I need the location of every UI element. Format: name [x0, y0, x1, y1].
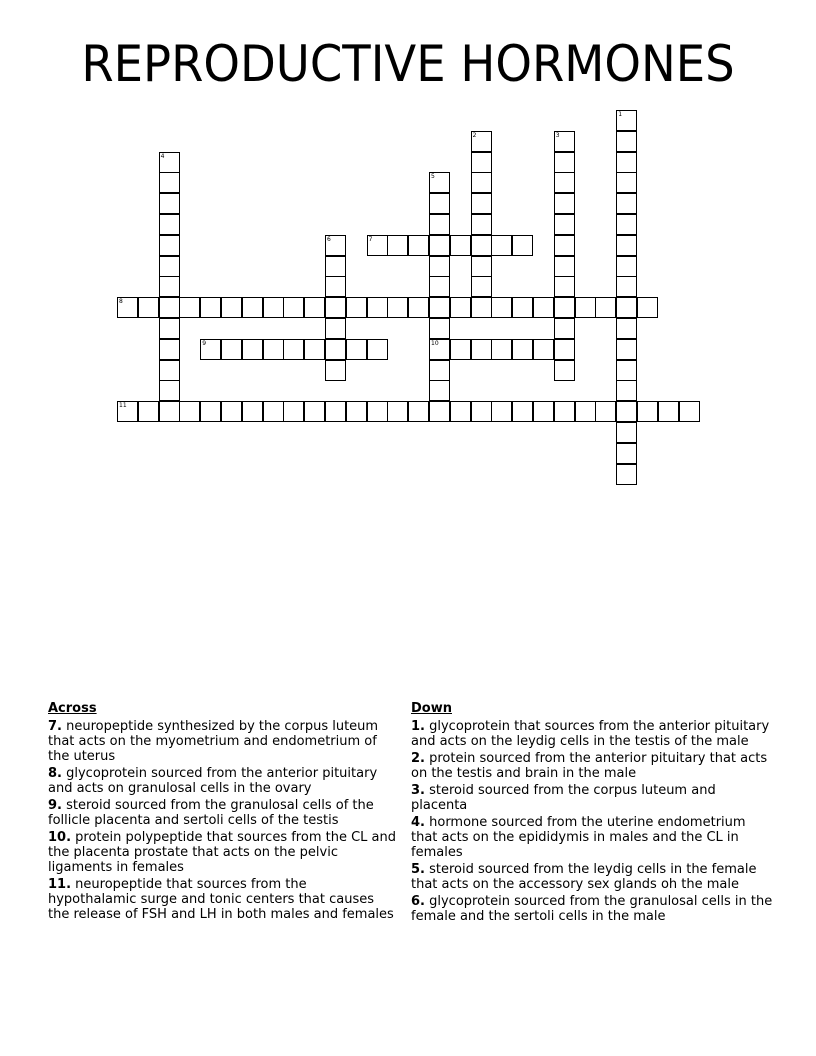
crossword-cell[interactable] — [367, 297, 388, 318]
crossword-cell[interactable] — [429, 297, 450, 318]
crossword-cell[interactable] — [429, 276, 450, 297]
crossword-cell[interactable] — [387, 297, 408, 318]
crossword-cell[interactable] — [616, 443, 637, 464]
crossword-cell[interactable] — [554, 152, 575, 173]
cell-number: 6 — [327, 235, 331, 243]
crossword-cell[interactable] — [117, 297, 138, 318]
crossword-cell[interactable] — [159, 276, 180, 297]
clue-text: steroid sourced from the leydig cells in the female that acts on the accessory sex glands oh the male — [411, 862, 757, 892]
crossword-cell[interactable] — [471, 401, 492, 422]
crossword-cell[interactable] — [491, 339, 512, 360]
across-clue-9 — [48, 798, 398, 828]
crossword-cell[interactable] — [554, 131, 575, 152]
crossword-cell[interactable] — [471, 172, 492, 193]
down-heading: Down — [411, 701, 452, 716]
crossword-cell[interactable] — [471, 193, 492, 214]
crossword-cell[interactable] — [408, 401, 429, 422]
crossword-cell[interactable] — [450, 235, 471, 256]
crossword-cell[interactable] — [346, 297, 367, 318]
crossword-cell[interactable] — [387, 235, 408, 256]
crossword-cell[interactable] — [554, 214, 575, 235]
crossword-cell[interactable] — [595, 297, 616, 318]
clue-number: 7. — [48, 719, 62, 734]
crossword-cell[interactable] — [595, 401, 616, 422]
crossword-cell[interactable] — [491, 235, 512, 256]
crossword-cell[interactable] — [242, 401, 263, 422]
across-clue-8 — [48, 766, 398, 796]
crossword-cell[interactable] — [554, 193, 575, 214]
down-clue-2 — [411, 751, 773, 781]
clue-number: 1. — [411, 719, 425, 734]
clue-text: protein sourced from the anterior pituitary that acts on the testis and brain in the male — [411, 751, 768, 781]
crossword-cell[interactable] — [159, 401, 180, 422]
across-clue-11 — [48, 877, 398, 922]
page-title: REPRODUCTIVE HORMONES — [81, 35, 735, 93]
clue-text: steroid sourced from the granulosal cells of the follicle placenta and sertoli cells of the testis — [48, 798, 374, 828]
clue-number: 11. — [48, 877, 72, 892]
crossword-cell[interactable] — [179, 297, 200, 318]
crossword-cell[interactable] — [679, 401, 700, 422]
crossword-cell[interactable] — [512, 339, 533, 360]
crossword-cell[interactable] — [471, 131, 492, 152]
across-clue-7 — [48, 719, 398, 764]
crossword-cell[interactable] — [637, 401, 658, 422]
clue-text: glycoprotein sourced from the granulosal cells in the female and the sertoli cells in the male — [411, 894, 773, 924]
cell-number: 5 — [431, 173, 435, 181]
crossword-cell[interactable] — [450, 297, 471, 318]
crossword-cell[interactable] — [325, 401, 346, 422]
crossword-cell[interactable] — [325, 256, 346, 277]
cell-number: 2 — [472, 131, 477, 139]
crossword-cell[interactable] — [554, 172, 575, 193]
crossword-cell[interactable] — [283, 339, 304, 360]
clue-text: neuropeptide that sources from the hypothalamic surge and tonic centers that causes the release of FSH and LH in both males and females — [48, 877, 394, 922]
clue-text: hormone sourced from the uterine endometrium that acts on the epididymis in males and the CL in females — [411, 815, 746, 860]
crossword-cell[interactable] — [159, 152, 180, 173]
crossword-cell[interactable] — [304, 339, 325, 360]
clue-number: 10. — [48, 830, 72, 845]
crossword-cell[interactable] — [616, 464, 637, 485]
crossword-cell[interactable] — [616, 276, 637, 297]
clue-text: neuropeptide synthesized by the corpus luteum that acts on the myometrium and endometrium of the uterus — [48, 719, 379, 764]
cell-number: 3 — [555, 131, 560, 139]
crossword-cell[interactable] — [283, 401, 304, 422]
crossword-cell[interactable] — [304, 297, 325, 318]
crossword-cell[interactable] — [408, 235, 429, 256]
crossword-cell[interactable] — [471, 214, 492, 235]
crossword-cell[interactable] — [159, 193, 180, 214]
crossword-cell[interactable] — [387, 401, 408, 422]
crossword-cell[interactable] — [408, 297, 429, 318]
crossword-cell[interactable] — [221, 339, 242, 360]
crossword-cell[interactable] — [616, 110, 637, 131]
crossword-cell[interactable] — [159, 339, 180, 360]
crossword-cell[interactable] — [159, 297, 180, 318]
crossword-cell[interactable] — [325, 339, 346, 360]
crossword-cell[interactable] — [616, 401, 637, 422]
crossword-cell[interactable] — [471, 276, 492, 297]
crossword-cell[interactable] — [242, 339, 263, 360]
crossword-cell[interactable] — [429, 256, 450, 277]
crossword-cell[interactable] — [429, 360, 450, 381]
crossword-cell[interactable] — [263, 339, 284, 360]
crossword-cell[interactable] — [554, 318, 575, 339]
crossword-cell[interactable] — [367, 235, 388, 256]
clue-number: 4. — [411, 815, 425, 830]
crossword-cell[interactable] — [554, 256, 575, 277]
crossword-cell[interactable] — [616, 360, 637, 381]
crossword-cell[interactable] — [554, 297, 575, 318]
cell-number: 4 — [160, 152, 165, 160]
crossword-cell[interactable] — [159, 360, 180, 381]
crossword-cell[interactable] — [450, 401, 471, 422]
crossword-cell[interactable] — [616, 193, 637, 214]
clue-text: protein polypeptide that sources from the CL and the placenta prostate that acts on the pelvic ligaments in females — [48, 830, 396, 875]
clue-number: 5. — [411, 862, 425, 877]
crossword-cell[interactable] — [512, 297, 533, 318]
down-clue-6 — [411, 894, 773, 924]
clue-text: glycoprotein sourced from the anterior pituitary and acts on granulosal cells in the ovary — [48, 766, 378, 796]
crossword-cell[interactable] — [637, 297, 658, 318]
crossword-cell[interactable] — [263, 401, 284, 422]
cell-number: 9 — [202, 339, 207, 347]
crossword-cell[interactable] — [533, 401, 554, 422]
clue-text: steroid sourced from the corpus luteum and placenta — [411, 783, 716, 813]
crossword-cell[interactable] — [616, 256, 637, 277]
crossword-cell[interactable] — [616, 297, 637, 318]
crossword-cell[interactable] — [616, 152, 637, 173]
crossword-cell[interactable] — [159, 380, 180, 401]
crossword-cell[interactable] — [658, 401, 679, 422]
crossword-cell[interactable] — [429, 339, 450, 360]
across-clue-10 — [48, 830, 398, 875]
crossword-cell[interactable] — [471, 256, 492, 277]
crossword-cell[interactable] — [159, 172, 180, 193]
crossword-cell[interactable] — [616, 235, 637, 256]
crossword-cell[interactable] — [200, 401, 221, 422]
crossword-cell[interactable] — [159, 318, 180, 339]
clue-number: 3. — [411, 783, 425, 798]
clue-number: 6. — [411, 894, 425, 909]
clue-text: glycoprotein that sources from the anterior pituitary and acts on the leydig cells in the testis of the male — [411, 719, 770, 749]
crossword-cell[interactable] — [429, 193, 450, 214]
crossword-cell[interactable] — [367, 401, 388, 422]
crossword-cell[interactable] — [575, 401, 596, 422]
crossword-cell[interactable] — [616, 318, 637, 339]
clue-number: 9. — [48, 798, 62, 813]
crossword-cell[interactable] — [554, 401, 575, 422]
cell-number: 8 — [119, 298, 123, 306]
crossword-cell[interactable] — [471, 339, 492, 360]
crossword-cell[interactable] — [533, 297, 554, 318]
crossword-cell[interactable] — [450, 339, 471, 360]
down-clues — [411, 701, 773, 926]
crossword-cell[interactable] — [429, 172, 450, 193]
down-clue-3 — [411, 783, 773, 813]
crossword-cell[interactable] — [283, 297, 304, 318]
crossword-cell[interactable] — [325, 276, 346, 297]
crossword-cell[interactable] — [616, 380, 637, 401]
crossword-cell[interactable] — [138, 401, 159, 422]
crossword-cell[interactable] — [325, 235, 346, 256]
crossword-cell[interactable] — [159, 235, 180, 256]
crossword-cell[interactable] — [429, 235, 450, 256]
crossword-cell[interactable] — [471, 297, 492, 318]
crossword-cell[interactable] — [616, 172, 637, 193]
crossword-cell[interactable] — [554, 339, 575, 360]
across-heading: Across — [48, 701, 97, 716]
crossword-cell[interactable] — [367, 339, 388, 360]
crossword-cell[interactable] — [117, 401, 138, 422]
crossword-cell[interactable] — [221, 297, 242, 318]
crossword-cell[interactable] — [429, 380, 450, 401]
crossword-cell[interactable] — [138, 297, 159, 318]
crossword-cell[interactable] — [491, 297, 512, 318]
crossword-cell[interactable] — [512, 401, 533, 422]
crossword-cell[interactable] — [325, 297, 346, 318]
crossword-cell[interactable] — [200, 297, 221, 318]
crossword-cell[interactable] — [491, 401, 512, 422]
crossword-cell[interactable] — [221, 401, 242, 422]
down-clue-5 — [411, 862, 773, 892]
across-clues — [48, 701, 398, 924]
crossword-cell[interactable] — [429, 318, 450, 339]
cell-number: 1 — [618, 111, 623, 118]
crossword-cell[interactable] — [159, 214, 180, 235]
crossword-cell[interactable] — [471, 235, 492, 256]
crossword-cell[interactable] — [304, 401, 325, 422]
crossword-cell[interactable] — [263, 297, 284, 318]
crossword-cell[interactable] — [575, 297, 596, 318]
cell-number: 10 — [431, 339, 439, 347]
clue-number: 8. — [48, 766, 62, 781]
crossword-cell[interactable] — [346, 339, 367, 360]
crossword-cell[interactable] — [325, 318, 346, 339]
crossword-cell[interactable] — [554, 360, 575, 381]
crossword-cell[interactable] — [471, 152, 492, 173]
cell-number: 7 — [368, 235, 373, 243]
cell-number: 11 — [119, 402, 127, 410]
down-clue-4 — [411, 815, 773, 860]
crossword-cell[interactable] — [325, 360, 346, 381]
clue-number: 2. — [411, 751, 425, 766]
crossword-cell[interactable] — [616, 131, 637, 152]
crossword-cell[interactable] — [616, 214, 637, 235]
crossword-cell[interactable] — [429, 401, 450, 422]
crossword-cell[interactable] — [512, 235, 533, 256]
crossword-cell[interactable] — [533, 339, 554, 360]
crossword-cell[interactable] — [346, 401, 367, 422]
crossword-cell[interactable] — [554, 235, 575, 256]
crossword-cell[interactable] — [554, 276, 575, 297]
crossword-cell[interactable] — [429, 214, 450, 235]
crossword-cell[interactable] — [179, 401, 200, 422]
crossword-cell[interactable] — [200, 339, 221, 360]
crossword-cell[interactable] — [616, 339, 637, 360]
crossword-cell[interactable] — [159, 256, 180, 277]
crossword-cell[interactable] — [242, 297, 263, 318]
down-clue-1 — [411, 719, 773, 749]
crossword-cell[interactable] — [616, 422, 637, 443]
